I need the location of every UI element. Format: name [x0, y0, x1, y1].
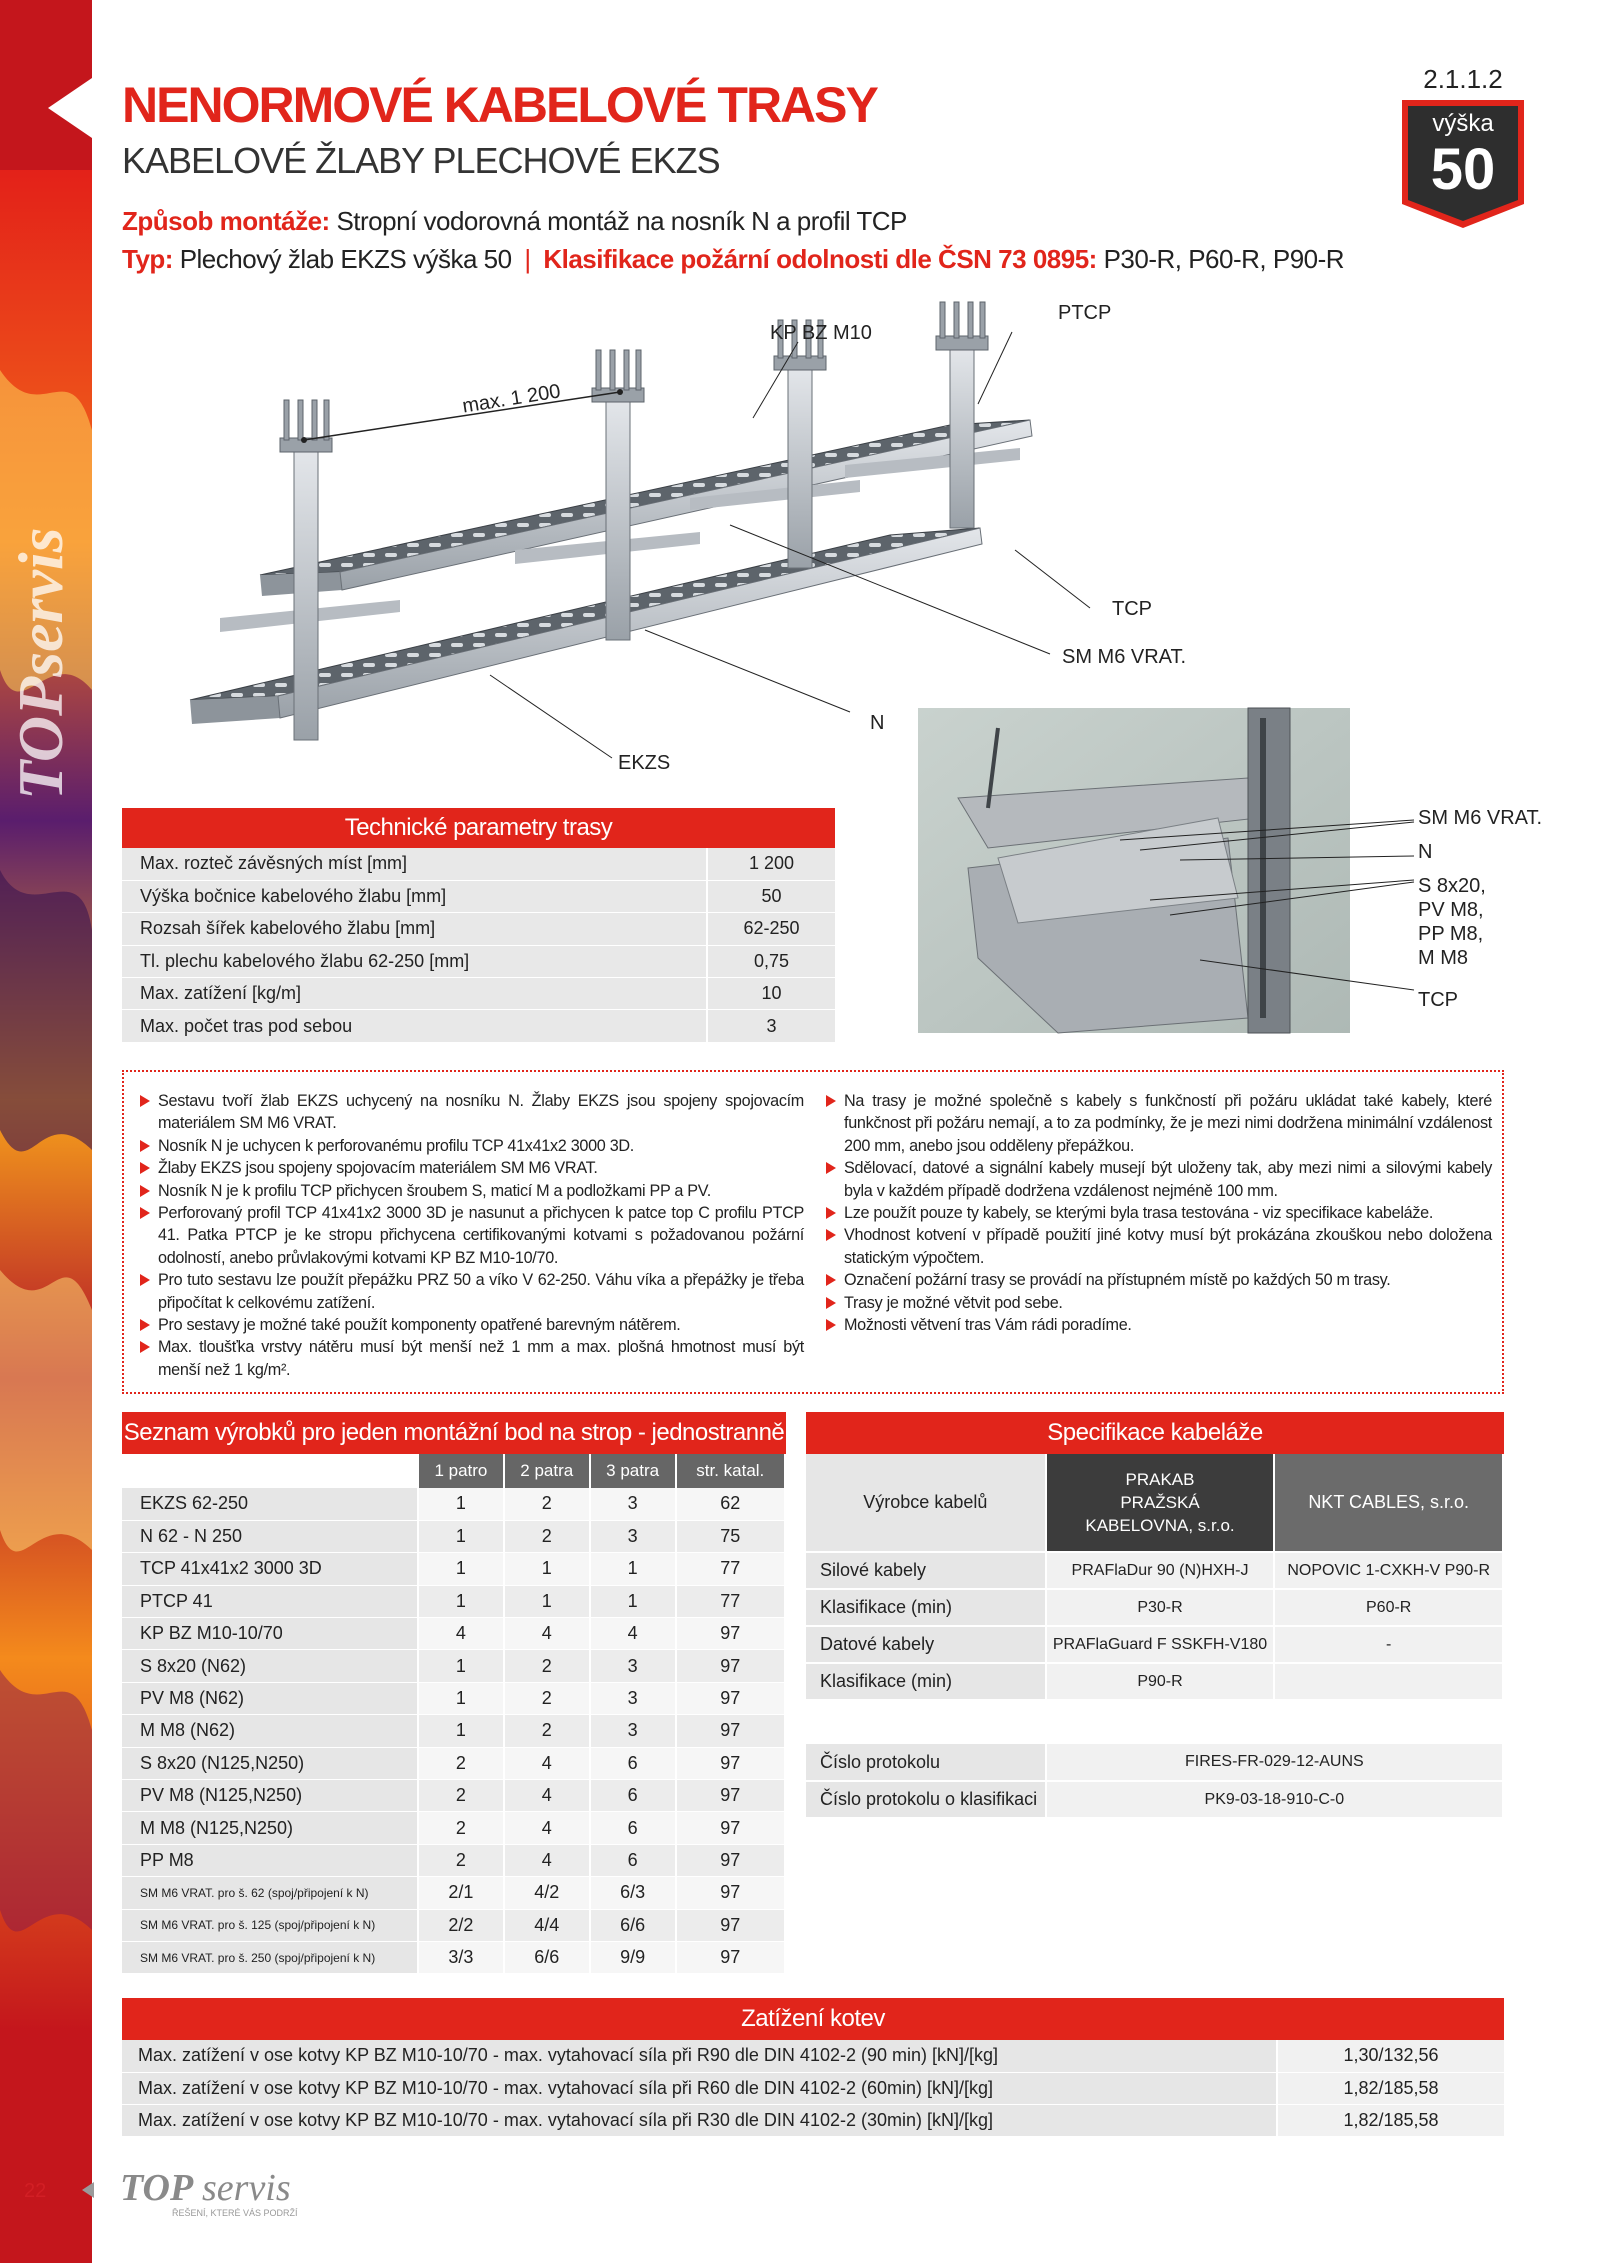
product-qty: 1 — [418, 1553, 504, 1585]
product-name: PV M8 (N62) — [122, 1682, 418, 1714]
tech-params — [122, 808, 835, 1043]
product-qty: 2 — [504, 1520, 590, 1552]
note-item: Nosník N je k profilu TCP přichycen šroubem S, maticí M a podložkami PP a PV. — [138, 1180, 804, 1202]
note-item: Možnosti větvení tras Vám rádi poradíme. — [824, 1314, 1492, 1336]
product-qty: 6/3 — [590, 1877, 676, 1909]
tech-row — [122, 880, 835, 912]
page-number: 22 — [24, 2180, 47, 2202]
manufacturer-prakab-line-3: KABELOVNA, s.r.o. — [1085, 1516, 1235, 1535]
product-name: SM M6 VRAT. pro š. 62 (spoj/připojení k N) — [122, 1877, 418, 1909]
product-qty: 1 — [504, 1553, 590, 1585]
spec-row — [806, 1663, 1503, 1700]
tech-params-title: Technické parametry trasy — [122, 808, 835, 848]
product-row — [122, 1844, 785, 1876]
spec-label: Klasifikace (min) — [806, 1663, 1046, 1700]
product-qty: 3/3 — [418, 1941, 504, 1973]
tech-row — [122, 978, 835, 1010]
product-qty: 4 — [590, 1618, 676, 1650]
product-col-catalog: str. katal. — [676, 1454, 785, 1488]
product-qty: 97 — [676, 1780, 785, 1812]
product-name: PTCP 41 — [122, 1585, 418, 1617]
product-qty: 77 — [676, 1553, 785, 1585]
note-item: Pro sestavy je možné také použít komponenty opatřené barevným nátěrem. — [138, 1314, 804, 1336]
product-qty: 97 — [676, 1844, 785, 1876]
product-qty: 6 — [590, 1844, 676, 1876]
callout-tcp: TCP — [1112, 598, 1152, 620]
tech-param-name: Max. rozteč závěsných míst [mm] — [122, 848, 707, 880]
separator: | — [524, 244, 531, 274]
tech-param-name: Tl. plechu kabelového žlabu 62-250 [mm] — [122, 945, 707, 977]
product-qty: 97 — [676, 1812, 785, 1844]
note-item: Pro tuto sestavu lze použít přepážku PRZ 50 a víko V 62-250. Váhu víka a přepážky je třeba připočítat k celkovému zatížení. — [138, 1269, 804, 1314]
protocol-value: FIRES-FR-029-12-AUNS — [1046, 1744, 1503, 1781]
mounting-method — [122, 206, 907, 237]
product-row — [122, 1553, 785, 1585]
product-qty: 77 — [676, 1585, 785, 1617]
product-row — [122, 1520, 785, 1552]
anchor-param: Max. zatížení v ose kotvy KP BZ M10-10/70 - max. vytahovací síla při R90 dle DIN 4102-2 (90 min) [kN]/[kg] — [122, 2040, 1277, 2072]
product-list-table — [122, 1454, 786, 1974]
product-qty: 4/4 — [504, 1909, 590, 1941]
anchor-value: 1,30/132,56 — [1277, 2040, 1504, 2072]
badge-label: výška — [1432, 110, 1494, 137]
footer-brand-logo — [82, 2160, 342, 2230]
side-brand-logo — [5, 240, 78, 800]
product-name: SM M6 VRAT. pro š. 250 (spoj/připojení k N) — [122, 1941, 418, 1973]
product-row — [122, 1488, 785, 1520]
product-row — [122, 1650, 785, 1682]
product-qty: 1 — [418, 1715, 504, 1747]
tech-param-value: 1 200 — [707, 848, 835, 880]
spec-nkt — [1274, 1663, 1503, 1700]
product-row — [122, 1909, 785, 1941]
product-qty: 1 — [504, 1585, 590, 1617]
tech-params-table — [122, 848, 835, 1043]
product-row — [122, 1682, 785, 1714]
tech-row — [122, 945, 835, 977]
product-qty: 75 — [676, 1520, 785, 1552]
product-qty: 97 — [676, 1682, 785, 1714]
anchor-load — [122, 1998, 1504, 2137]
product-qty: 97 — [676, 1941, 785, 1973]
spec-prakab: P30-R — [1046, 1589, 1275, 1626]
spec-nkt: - — [1274, 1626, 1503, 1663]
product-qty: 97 — [676, 1715, 785, 1747]
note-item: Trasy je možné větvit pod sebe. — [824, 1292, 1492, 1314]
tech-param-name: Výška bočnice kabelového žlabu [mm] — [122, 880, 707, 912]
product-list — [122, 1412, 786, 1974]
callout-ekzs: EKZS — [618, 752, 671, 774]
photo-callout-n: N — [1418, 841, 1433, 863]
product-qty: 2 — [418, 1780, 504, 1812]
protocol-class-label: Číslo protokolu o klasifikaci — [806, 1781, 1046, 1818]
spec-label: Klasifikace (min) — [806, 1589, 1046, 1626]
product-qty: 1 — [418, 1650, 504, 1682]
note-item: Max. tloušťka vrstvy nátěru musí být menší než 1 mm a max. plošná hmotnost musí být menší než 1 kg/m². — [138, 1336, 804, 1381]
anchor-value: 1,82/185,58 — [1277, 2072, 1504, 2104]
product-qty: 97 — [676, 1618, 785, 1650]
anchor-row — [122, 2104, 1504, 2136]
product-qty: 2 — [418, 1812, 504, 1844]
notes-left — [138, 1090, 804, 1381]
callout-n: N — [870, 712, 885, 734]
spec-nkt: P60-R — [1274, 1589, 1503, 1626]
anchor-load-title: Zatížení kotev — [122, 1998, 1504, 2040]
product-qty: 2 — [504, 1715, 590, 1747]
anchor-value: 1,82/185,58 — [1277, 2104, 1504, 2136]
tech-param-value: 0,75 — [707, 945, 835, 977]
product-row — [122, 1585, 785, 1617]
product-col-2: 2 patra — [504, 1454, 590, 1488]
manufacturer-label: Výrobce kabelů — [806, 1454, 1046, 1552]
product-qty: 97 — [676, 1650, 785, 1682]
spec-label: Datové kabely — [806, 1626, 1046, 1663]
callout-kp-bz: KP BZ M10 — [770, 322, 872, 344]
product-qty: 2/2 — [418, 1909, 504, 1941]
photo-leaders — [1120, 800, 1420, 1020]
product-row — [122, 1747, 785, 1779]
callout-max-spacing: max. 1 200 — [460, 380, 562, 418]
spec-prakab: P90-R — [1046, 1663, 1275, 1700]
manufacturer-nkt: NKT CABLES, s.r.o. — [1274, 1454, 1503, 1552]
anchor-param: Max. zatížení v ose kotvy KP BZ M10-10/70 - max. vytahovací síla při R30 dle DIN 4102-2 (30min) [kN]/[kg] — [122, 2104, 1277, 2136]
product-name: EKZS 62-250 — [122, 1488, 418, 1520]
product-qty: 97 — [676, 1747, 785, 1779]
product-qty: 3 — [590, 1682, 676, 1714]
photo-callout-m-m8: M M8 — [1418, 947, 1468, 969]
fire-value: P30-R, P60-R, P90-R — [1103, 244, 1345, 274]
tech-param-value: 10 — [707, 978, 835, 1010]
footer-brand-rest: servis — [202, 2167, 291, 2209]
product-qty: 97 — [676, 1909, 785, 1941]
anchor-load-table — [122, 2040, 1504, 2137]
product-qty: 1 — [590, 1553, 676, 1585]
tech-param-name: Max. zatížení [kg/m] — [122, 978, 707, 1010]
product-qty: 6/6 — [590, 1909, 676, 1941]
product-qty: 6 — [590, 1780, 676, 1812]
product-qty: 2 — [504, 1488, 590, 1520]
product-qty: 4/2 — [504, 1877, 590, 1909]
side-decoration — [0, 0, 92, 2263]
strip-notch — [48, 78, 92, 138]
product-qty: 2 — [418, 1747, 504, 1779]
protocol-label: Číslo protokolu — [806, 1744, 1046, 1781]
tech-row — [122, 848, 835, 880]
product-qty: 1 — [590, 1585, 676, 1617]
cable-spec-table — [806, 1454, 1504, 1819]
tech-row — [122, 1010, 835, 1042]
product-qty: 4 — [504, 1618, 590, 1650]
page-subtitle: KABELOVÉ ŽLABY PLECHOVÉ EKZS — [122, 140, 720, 181]
spec-row — [806, 1589, 1503, 1626]
mount-label: Způsob montáže: — [122, 206, 330, 236]
product-qty: 62 — [676, 1488, 785, 1520]
product-name: M M8 (N62) — [122, 1715, 418, 1747]
product-name: PV M8 (N125,N250) — [122, 1780, 418, 1812]
note-item: Sestavu tvoří žlab EKZS uchycený na nosníku N. Žlaby EKZS jsou spojeny spojovacím materiálem SM M6 VRAT. — [138, 1090, 804, 1135]
mount-value: Stropní vodorovná montáž na nosník N a profil TCP — [336, 206, 907, 236]
manufacturer-prakab-line-2: PRAŽSKÁ — [1120, 1493, 1200, 1512]
footer-slogan: ŘEŠENÍ, KTERÉ VÁS PODRŽÍ — [172, 2208, 298, 2218]
product-qty: 3 — [590, 1488, 676, 1520]
product-name: S 8x20 (N62) — [122, 1650, 418, 1682]
product-row — [122, 1780, 785, 1812]
footer-brand-top: TOP — [120, 2167, 194, 2209]
product-qty: 4 — [504, 1747, 590, 1779]
product-qty: 97 — [676, 1877, 785, 1909]
tech-param-name: Max. počet tras pod sebou — [122, 1010, 707, 1042]
tech-param-value: 62-250 — [707, 913, 835, 945]
product-name: TCP 41x41x2 3000 3D — [122, 1553, 418, 1585]
product-qty: 1 — [418, 1520, 504, 1552]
tech-row — [122, 913, 835, 945]
callout-ptcp: PTCP — [1058, 302, 1112, 324]
spec-label: Silové kabely — [806, 1552, 1046, 1589]
product-qty: 3 — [590, 1715, 676, 1747]
product-qty: 3 — [590, 1650, 676, 1682]
product-qty: 6/6 — [504, 1941, 590, 1973]
protocol-class-value: PK9-03-18-910-C-0 — [1046, 1781, 1503, 1818]
photo-callout-pv-m8: PV M8, — [1418, 899, 1484, 921]
product-qty: 6 — [590, 1747, 676, 1779]
tech-param-name: Rozsah šířek kabelového žlabu [mm] — [122, 913, 707, 945]
product-row — [122, 1618, 785, 1650]
notes-box — [122, 1070, 1504, 1394]
anchor-row — [122, 2072, 1504, 2104]
product-qty: 4 — [504, 1812, 590, 1844]
spec-nkt: NOPOVIC 1-CXKH-V P90-R — [1274, 1552, 1503, 1589]
note-item: Perforovaný profil TCP 41x41x2 3000 3D je nasunut a přichycen k patce top C profilu PTCP 41. Patka PTCP je ke stropu přichycena certifikovanými kotvami s požadovanou požární odolností, anebo průvlakovými kotvami KP BZ M10-10/70. — [138, 1202, 804, 1269]
type-value: Plechový žlab EKZS výška 50 — [179, 244, 512, 274]
photo-callout-pp-m8: PP M8, — [1418, 923, 1484, 945]
product-col-1: 1 patro — [418, 1454, 504, 1488]
photo-callout-sm-m6: SM M6 VRAT. — [1418, 807, 1543, 829]
photo-callout-s8x20: S 8x20, — [1418, 875, 1486, 897]
product-qty: 2 — [504, 1682, 590, 1714]
product-qty: 6 — [590, 1812, 676, 1844]
callout-sm-m6: SM M6 VRAT. — [1062, 646, 1187, 668]
product-qty: 1 — [418, 1682, 504, 1714]
product-qty: 2/1 — [418, 1877, 504, 1909]
product-row — [122, 1941, 785, 1973]
cable-spec — [806, 1412, 1504, 1819]
product-row — [122, 1877, 785, 1909]
product-qty: 2 — [418, 1844, 504, 1876]
product-row — [122, 1715, 785, 1747]
badge-value: 50 — [1430, 137, 1496, 202]
fire-label: Klasifikace požární odolnosti dle ČSN 73 0895: — [543, 244, 1097, 274]
product-qty: 2 — [504, 1650, 590, 1682]
product-qty: 1 — [418, 1585, 504, 1617]
product-row — [122, 1812, 785, 1844]
spec-row — [806, 1626, 1503, 1663]
product-name: M M8 (N125,N250) — [122, 1812, 418, 1844]
spec-prakab: PRAFlaDur 90 (N)HXH-J — [1046, 1552, 1275, 1589]
section-code: 2.1.1.2 — [1423, 64, 1503, 94]
product-qty: 4 — [418, 1618, 504, 1650]
product-name: S 8x20 (N125,N250) — [122, 1747, 418, 1779]
product-qty: 9/9 — [590, 1941, 676, 1973]
type-line — [122, 244, 1344, 275]
tech-param-value: 50 — [707, 880, 835, 912]
product-col-blank — [122, 1454, 418, 1488]
svg-text:TOPservis: TOPservis — [5, 527, 76, 800]
notes-right — [824, 1090, 1492, 1336]
manufacturer-prakab — [1046, 1454, 1275, 1552]
note-item: Na trasy je možné společně s kabely s funkčností při požáru ukládat také kabely, které funkčnost při požáru nemají, a to za podmínky, že je mezi nimi dodržena minimální vzdálenost 200 mm, anebo jsou odděleny přepážkou. — [824, 1090, 1492, 1157]
note-item: Lze použít pouze ty kabely, se kterými byla trasa testována - viz specifikace kabeláže. — [824, 1202, 1492, 1224]
cable-spec-title: Specifikace kabeláže — [806, 1412, 1504, 1454]
product-qty: 1 — [418, 1488, 504, 1520]
product-list-title: Seznam výrobků pro jeden montážní bod na strop - jednostranně — [122, 1412, 786, 1454]
anchor-param: Max. zatížení v ose kotvy KP BZ M10-10/70 - max. vytahovací síla při R60 dle DIN 4102-2 (60min) [kN]/[kg] — [122, 2072, 1277, 2104]
spec-row — [806, 1552, 1503, 1589]
tech-param-value: 3 — [707, 1010, 835, 1042]
spec-prakab: PRAFlaGuard F SSKFH-V180 — [1046, 1626, 1275, 1663]
note-item: Žlaby EKZS jsou spojeny spojovacím materiálem SM M6 VRAT. — [138, 1157, 804, 1179]
page-title: NENORMOVÉ KABELOVÉ TRASY — [122, 77, 877, 133]
note-item: Sdělovací, datové a signální kabely musejí být uloženy tak, aby mezi nimi a silovými kabely byla v každém případě dodržena vzdálenost nejméně 100 mm. — [824, 1157, 1492, 1202]
type-label: Typ: — [122, 244, 173, 274]
anchor-row — [122, 2040, 1504, 2072]
product-name: KP BZ M10-10/70 — [122, 1618, 418, 1650]
note-item: Nosník N je uchycen k perforovanému profilu TCP 41x41x2 3000 3D. — [138, 1135, 804, 1157]
product-name: PP M8 — [122, 1844, 418, 1876]
note-item: Vhodnost kotvení v případě použití jiné kotvy musí být prokázána zkouškou nebo doložena statickým výpočtem. — [824, 1224, 1492, 1269]
photo-callout-tcp: TCP — [1418, 989, 1458, 1011]
product-qty: 3 — [590, 1520, 676, 1552]
manufacturer-prakab-line-1: PRAKAB — [1125, 1470, 1195, 1489]
product-qty: 4 — [504, 1780, 590, 1812]
note-item: Označení požární trasy se provádí na přístupném místě po každých 50 m trasy. — [824, 1269, 1492, 1291]
product-qty: 4 — [504, 1844, 590, 1876]
product-name: N 62 - N 250 — [122, 1520, 418, 1552]
product-col-3: 3 patra — [590, 1454, 676, 1488]
product-name: SM M6 VRAT. pro š. 125 (spoj/připojení k N) — [122, 1909, 418, 1941]
